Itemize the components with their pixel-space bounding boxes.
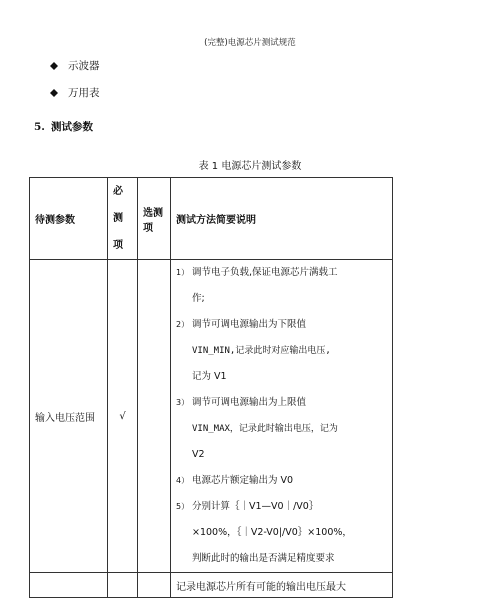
method-step <box>176 468 387 494</box>
page-header: (完整)电源芯片测试规范 <box>204 38 296 48</box>
method-step <box>176 312 387 390</box>
equipment-list <box>50 52 100 106</box>
method-step <box>176 390 387 468</box>
step-line: 作; <box>192 293 205 304</box>
step-number: 3） <box>176 398 190 407</box>
cell-optional <box>138 260 171 573</box>
header-required-bottom: 项 <box>113 240 123 251</box>
cell-required-check <box>108 573 138 598</box>
step-number: 5） <box>176 502 190 511</box>
cell-required-check: √ <box>108 260 138 573</box>
step-line: 调节可调电源输出为上限值 <box>192 397 307 408</box>
step-line: 调节可调电源输出为下限值 <box>192 319 307 330</box>
table-header-row <box>30 178 393 260</box>
diamond-bullet-icon <box>50 89 58 97</box>
step-line: V2 <box>192 449 205 460</box>
step-line: 记为 V1 <box>192 371 227 382</box>
header-param: 待测参数 <box>30 178 108 260</box>
step-number: 1） <box>176 268 190 277</box>
header-method: 测试方法简要说明 <box>171 178 393 260</box>
step-number: 2） <box>176 320 190 329</box>
step-number: 4） <box>176 476 190 485</box>
list-item-label: 万用表 <box>68 87 100 99</box>
header-optional: 选测项 <box>138 178 171 260</box>
list-item-label: 示波器 <box>68 60 100 72</box>
cell-method: 记录电源芯片所有可能的输出电压最大 <box>171 573 393 598</box>
table-caption: 表 1 电源芯片测试参数 <box>198 161 302 172</box>
step-line: 调节电子负载,保证电源芯片满载工 <box>192 267 338 278</box>
cell-param <box>30 573 108 598</box>
step-line: VIN_MAX，记录此时输出电压，记为 <box>192 424 338 434</box>
section-title: 测试参数 <box>50 121 93 133</box>
step-line: ×100%，｛｜V2-V0|/V0｝×100%， <box>192 527 352 538</box>
cell-method <box>171 260 393 573</box>
cell-optional <box>138 573 171 598</box>
step-line: 判断此时的输出是否满足精度要求 <box>192 553 335 564</box>
header-required <box>108 178 138 260</box>
section-number: 5. <box>34 121 45 133</box>
table-row <box>30 260 393 573</box>
step-line: VIN_MIN,记录此时对应输出电压, <box>192 346 331 356</box>
test-parameters-table <box>29 177 393 598</box>
list-item <box>50 79 100 106</box>
method-step <box>176 494 387 572</box>
cell-param: 输入电压范围 <box>30 260 108 573</box>
header-required-top: 必测 <box>113 186 123 224</box>
step-line: 分别计算｛｜V1—V0｜/V0｝ <box>192 501 319 512</box>
step-line: 电源芯片额定输出为 V0 <box>192 475 294 486</box>
section-heading <box>34 119 93 134</box>
table-row <box>30 573 393 598</box>
diamond-bullet-icon <box>50 62 58 70</box>
list-item <box>50 52 100 79</box>
method-step <box>176 260 387 312</box>
